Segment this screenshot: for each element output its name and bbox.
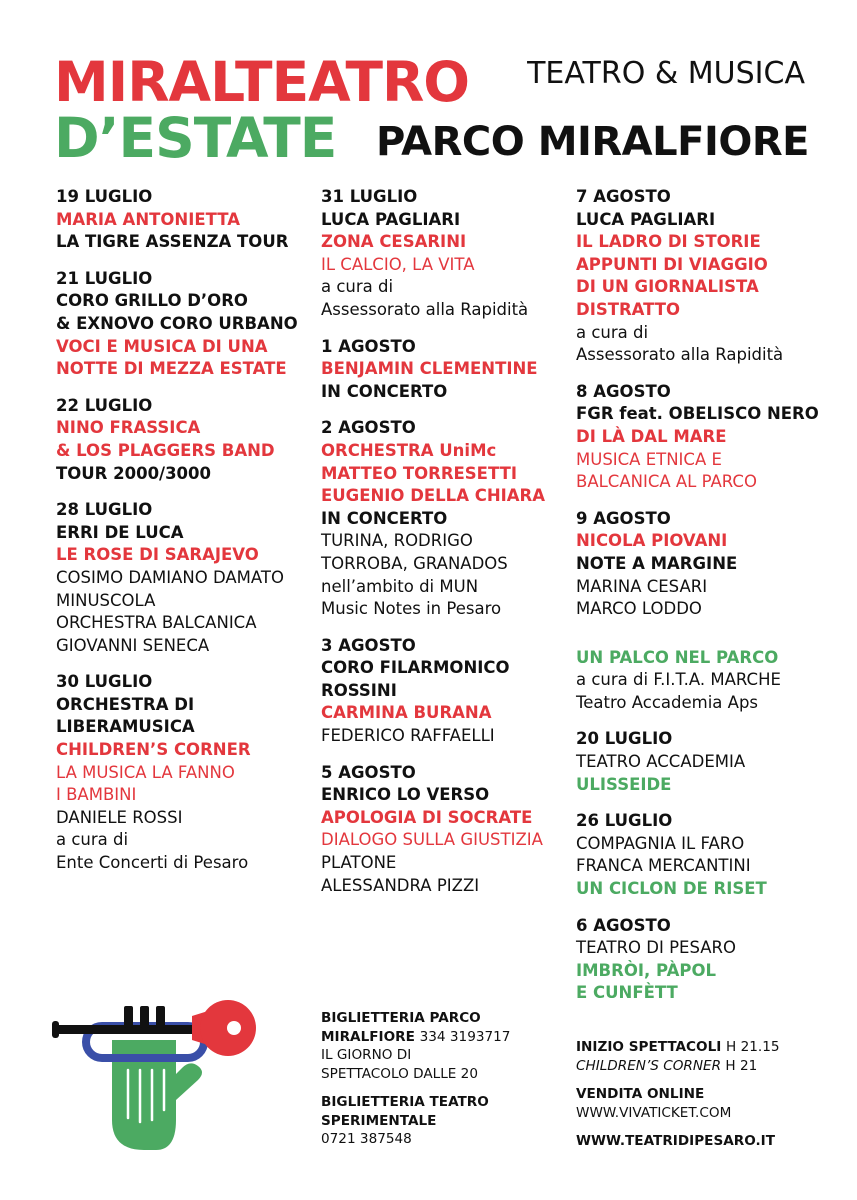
event-heading: 22 LUGLIO bbox=[56, 395, 153, 415]
event-line: TORROBA, GRANADOS bbox=[321, 553, 508, 573]
info-text: CHILDREN’S CORNER bbox=[576, 1057, 726, 1074]
event-line: Ente Concerti di Pesaro bbox=[56, 853, 249, 873]
info-text: BIGLIETTERIA TEATRO bbox=[321, 1094, 489, 1110]
event-entry bbox=[576, 186, 846, 367]
event-line: CHILDREN’S CORNER bbox=[56, 740, 251, 760]
event-line: a cura di bbox=[56, 830, 129, 850]
event-entry bbox=[56, 499, 306, 657]
ticket-info bbox=[321, 1009, 561, 1159]
event-line: LUCA PAGLIARI bbox=[321, 209, 461, 229]
event-heading: 9 AGOSTO bbox=[576, 508, 671, 528]
event-line: IMBRÒI, PÀPOL bbox=[576, 960, 717, 980]
event-line: MARINA CESARI bbox=[576, 576, 708, 596]
event-line: & LOS PLAGGERS BAND bbox=[56, 440, 275, 460]
schedule-column-1 bbox=[56, 186, 306, 889]
event-line: Teatro Accademia Aps bbox=[576, 692, 759, 712]
event-heading: 6 AGOSTO bbox=[576, 915, 671, 935]
info-line bbox=[321, 1065, 561, 1084]
info-line bbox=[321, 1130, 561, 1149]
info-text: WWW.VIVATICKET.COM bbox=[576, 1104, 732, 1121]
event-line: NICOLA PIOVANI bbox=[576, 531, 728, 551]
schedule-column-2 bbox=[321, 186, 566, 911]
event-heading: 20 LUGLIO bbox=[576, 729, 673, 749]
event-heading: 26 LUGLIO bbox=[576, 811, 673, 831]
event-entry bbox=[576, 728, 846, 796]
info-line bbox=[576, 1057, 836, 1076]
info-block bbox=[321, 1009, 561, 1083]
info-line bbox=[576, 1132, 836, 1151]
event-line: TURINA, RODRIGO bbox=[321, 531, 473, 551]
event-line: ERRI DE LUCA bbox=[56, 522, 184, 542]
event-heading: 3 AGOSTO bbox=[321, 635, 416, 655]
event-heading: 7 AGOSTO bbox=[576, 187, 671, 206]
event-line: NOTE A MARGINE bbox=[576, 553, 738, 573]
event-entry bbox=[321, 417, 566, 620]
event-line: BENJAMIN CLEMENTINE bbox=[321, 359, 538, 379]
event-line: Music Notes in Pesaro bbox=[321, 599, 502, 619]
info-text: VENDITA ONLINE bbox=[576, 1086, 705, 1102]
event-entry bbox=[56, 395, 306, 485]
schedule-column-3 bbox=[576, 186, 846, 1019]
info-text: H 21.15 bbox=[726, 1039, 780, 1055]
event-entry bbox=[321, 635, 566, 748]
event-line: FEDERICO RAFFAELLI bbox=[321, 726, 495, 746]
event-line: ORCHESTRA DI bbox=[56, 694, 195, 714]
event-line: CORO GRILLO D’ORO bbox=[56, 291, 248, 311]
info-block bbox=[576, 1132, 836, 1151]
event-heading: 5 AGOSTO bbox=[321, 762, 416, 782]
event-line: LE ROSE DI SARAJEVO bbox=[56, 545, 259, 565]
event-line: CARMINA BURANA bbox=[321, 703, 492, 723]
trumpet-hand-icon bbox=[52, 1000, 258, 1150]
event-heading: UN PALCO NEL PARCO bbox=[576, 647, 779, 667]
event-heading: 8 AGOSTO bbox=[576, 381, 671, 401]
event-line: IL CALCIO, LA VITA bbox=[321, 254, 475, 274]
event-line: TEATRO DI PESARO bbox=[576, 938, 736, 958]
event-line: COMPAGNIA IL FARO bbox=[576, 833, 745, 853]
event-line: LA TIGRE ASSENZA TOUR bbox=[56, 232, 289, 252]
info-text: H 21 bbox=[725, 1057, 758, 1074]
info-text: BIGLIETTERIA PARCO bbox=[321, 1010, 481, 1026]
event-line: BALCANICA AL PARCO bbox=[576, 472, 757, 492]
event-line: a cura di bbox=[576, 322, 649, 342]
info-text: SPETTACOLO DALLE 20 bbox=[321, 1065, 478, 1082]
event-entry bbox=[576, 810, 846, 900]
event-line: IN CONCERTO bbox=[321, 508, 448, 528]
event-line: EUGENIO DELLA CHIARA bbox=[321, 486, 546, 506]
event-line: MARIA ANTONIETTA bbox=[56, 209, 241, 229]
info-text: IL GIORNO DI bbox=[321, 1047, 412, 1063]
info-line bbox=[576, 1104, 836, 1123]
info-text: MIRALFIORE bbox=[321, 1028, 420, 1045]
event-heading: 21 LUGLIO bbox=[56, 268, 153, 288]
event-line: TEATRO ACCADEMIA bbox=[576, 752, 746, 772]
event-entry bbox=[321, 762, 566, 898]
event-entry bbox=[576, 647, 846, 715]
event-heading: 30 LUGLIO bbox=[56, 672, 153, 692]
event-line: APOLOGIA DI SOCRATE bbox=[321, 807, 533, 827]
event-line: MUSICA ETNICA E bbox=[576, 449, 722, 469]
event-line: DANIELE ROSSI bbox=[56, 807, 183, 827]
event-line: ORCHESTRA UniMc bbox=[321, 440, 497, 460]
info-line bbox=[321, 1112, 561, 1131]
event-entry bbox=[576, 508, 846, 621]
event-line: I BAMBINI bbox=[56, 785, 137, 805]
event-heading: 28 LUGLIO bbox=[56, 500, 153, 520]
event-line: FGR feat. OBELISCO NERO bbox=[576, 404, 819, 424]
poster-title-red: MIRALTEATRO bbox=[54, 50, 470, 114]
event-line: NOTTE DI MEZZA ESTATE bbox=[56, 359, 287, 379]
info-text: 0721 387548 bbox=[321, 1131, 412, 1147]
event-heading: 2 AGOSTO bbox=[321, 418, 416, 438]
event-line: DI UN GIORNALISTA bbox=[576, 277, 759, 297]
event-line: CORO FILARMONICO bbox=[321, 658, 510, 678]
event-line: ULISSEIDE bbox=[576, 774, 672, 794]
event-line: nell’ambito di MUN bbox=[321, 576, 479, 596]
event-line: LIBERAMUSICA bbox=[56, 717, 195, 737]
event-line: PLATONE bbox=[321, 853, 397, 873]
event-line: & EXNOVO CORO URBANO bbox=[56, 313, 298, 333]
event-line: ENRICO LO VERSO bbox=[321, 785, 490, 805]
info-text: INIZIO SPETTACOLI bbox=[576, 1039, 727, 1055]
info-line bbox=[321, 1046, 561, 1065]
event-line: a cura di bbox=[321, 277, 394, 297]
event-line: IL LADRO DI STORIE bbox=[576, 232, 761, 252]
info-text: WWW.TEATRIDIPESARO.IT bbox=[576, 1133, 775, 1149]
event-line: MINUSCOLA bbox=[56, 590, 156, 610]
event-heading: 31 LUGLIO bbox=[321, 187, 418, 206]
info-line bbox=[321, 1028, 561, 1047]
event-line: Assessorato alla Rapidità bbox=[576, 345, 784, 365]
info-block bbox=[321, 1093, 561, 1149]
event-line: TOUR 2000/3000 bbox=[56, 463, 212, 483]
event-line: APPUNTI DI VIAGGIO bbox=[576, 254, 768, 274]
info-line bbox=[321, 1009, 561, 1028]
event-line: DI LÀ DAL MARE bbox=[576, 426, 727, 446]
event-heading: 1 AGOSTO bbox=[321, 336, 416, 356]
event-line: MATTEO TORRESETTI bbox=[321, 463, 517, 483]
event-line: VOCI E MUSICA DI UNA bbox=[56, 336, 268, 356]
event-line: E CUNFÈTT bbox=[576, 983, 678, 1003]
event-line: UN CICLON DE RISET bbox=[576, 879, 767, 899]
event-entry bbox=[321, 336, 566, 404]
info-block bbox=[576, 1038, 836, 1075]
poster-title-green: D’ESTATE bbox=[54, 106, 337, 170]
event-line: ALESSANDRA PIZZI bbox=[321, 875, 480, 895]
subtitle-parco-miralfiore: PARCO MIRALFIORE bbox=[376, 119, 809, 165]
info-text: 334 3193717 bbox=[419, 1028, 511, 1045]
event-entry bbox=[56, 671, 306, 874]
subtitle-teatro-musica: TEATRO & MUSICA bbox=[527, 56, 805, 91]
event-line: a cura di F.I.T.A. MARCHE bbox=[576, 670, 781, 690]
event-entry bbox=[56, 268, 306, 381]
show-info bbox=[576, 1038, 836, 1161]
event-line: ORCHESTRA BALCANICA bbox=[56, 613, 257, 633]
event-line: LA MUSICA LA FANNO bbox=[56, 762, 235, 782]
event-line: ZONA CESARINI bbox=[321, 232, 467, 252]
info-text: SPERIMENTALE bbox=[321, 1112, 437, 1129]
event-entry bbox=[56, 186, 306, 254]
event-line: FRANCA MERCANTINI bbox=[576, 856, 751, 876]
event-line: COSIMO DAMIANO DAMATO bbox=[56, 567, 284, 587]
event-line: MARCO LODDO bbox=[576, 599, 702, 619]
info-line bbox=[321, 1093, 561, 1112]
event-line: DISTRATTO bbox=[576, 299, 681, 319]
event-line: IN CONCERTO bbox=[321, 381, 448, 401]
event-line: DIALOGO SULLA GIUSTIZIA bbox=[321, 830, 543, 850]
event-entry bbox=[321, 186, 566, 322]
event-entry bbox=[576, 381, 846, 494]
event-heading: 19 LUGLIO bbox=[56, 187, 153, 206]
info-line bbox=[576, 1085, 836, 1104]
event-line: GIOVANNI SENECA bbox=[56, 635, 210, 655]
event-line: LUCA PAGLIARI bbox=[576, 209, 716, 229]
event-line: ROSSINI bbox=[321, 680, 397, 700]
info-block bbox=[576, 1085, 836, 1122]
event-line: Assessorato alla Rapidità bbox=[321, 299, 529, 319]
info-line bbox=[576, 1038, 836, 1057]
event-entry bbox=[576, 915, 846, 1005]
event-line: NINO FRASSICA bbox=[56, 418, 201, 438]
